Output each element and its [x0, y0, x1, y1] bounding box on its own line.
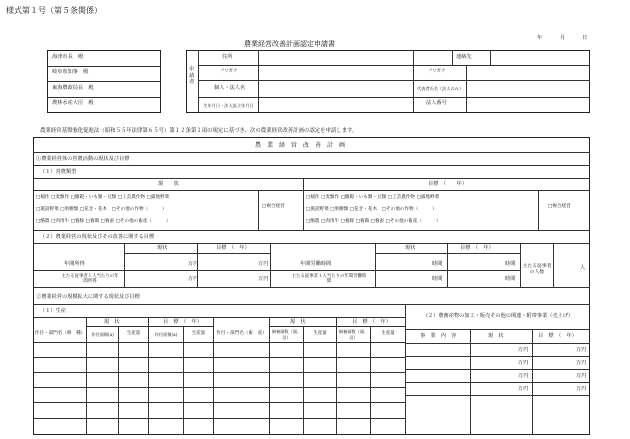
cur-types-row2: □施設野菜 □果樹類 □花き・花木 □その他の作物（ ） [36, 207, 167, 212]
rep-name-label: 代表者氏名（法人のみ） [416, 86, 464, 92]
live-tgt-head: 目 標 （ 年） [352, 319, 391, 325]
plan-title: 農 業 経 営 改 善 計 画 [255, 142, 346, 149]
income-tgt-unit: 万円 [258, 261, 269, 267]
corp-no-label: 法人番号 [426, 100, 447, 106]
live-cur-head: 現 状 [290, 319, 306, 325]
biz-cur-unit-4: 万円 [518, 386, 529, 392]
tgt-mixed: □複合経営 [548, 204, 571, 209]
applicant-label: 申請者 [188, 66, 195, 85]
income-per-cur-unit: 万円 [188, 276, 199, 282]
recipient-governor: 岐阜県知事 殿 [52, 69, 89, 75]
heads-cur-head: 飼養頭数（頭、羽） [271, 329, 302, 340]
main-workers-unit: 人 [580, 265, 586, 271]
prod-cur-head: 現 状 [104, 319, 120, 325]
s1-current-head: 現 状 [158, 181, 179, 187]
section1-heading: ①農業経営体の営農活動の現状及び目標 [36, 156, 130, 162]
cur-mixed: □複合経営 [262, 204, 285, 209]
recipient-minister: 農林水産大臣 殿 [52, 100, 94, 106]
income-per-label: 主たる従事者１人当たりの年間所得 [61, 273, 119, 284]
date-month: 月 [560, 35, 566, 41]
section1-1-heading: （１）営農類型 [40, 169, 77, 175]
s1-target-head: 目標 （ 年） [428, 181, 467, 187]
contact-label: 連絡先 [456, 54, 472, 60]
furigana-label-rep: フリガナ [428, 69, 446, 74]
live-output-cur-head: 生産量 [313, 331, 327, 337]
income-cur-head: 現状 [157, 245, 168, 251]
biz-tgt-head: 目 標 （ 年） [538, 333, 577, 339]
related-business-heading: （２）農畜産物の加工・販売その他の関連・附帯事業（売上げ） [422, 312, 574, 319]
tgt-types-row3: □酪農 □肉用牛 □養豚 □養鶏 □養蚕 □その他の畜産（ ） [306, 219, 441, 224]
form-title: 農業経営改善計画認定申請書 [244, 40, 335, 48]
date-year: 年 [537, 35, 543, 41]
income-per-tgt-unit: 万円 [258, 276, 269, 282]
biz-cur-unit-2: 万円 [518, 360, 529, 366]
section2-heading: ②農業経営の規模拡大に関する現状及び目標 [36, 294, 140, 300]
area-cur-head: 作付面積(a) [91, 331, 114, 337]
biz-cur-unit-3: 万円 [518, 373, 529, 379]
live-output-tgt-head: 生産量 [381, 331, 395, 337]
income-cur-unit: 万円 [188, 261, 199, 267]
heads-tgt-head: 飼養頭数（頭、羽） [338, 329, 369, 340]
plan-table [33, 137, 590, 435]
annual-income-label: 年間所得 [64, 261, 85, 267]
section1-2-heading: （２）農業経営の現状及びその改善に関する目標 [40, 234, 155, 240]
biz-tgt-unit-1: 万円 [576, 347, 587, 353]
biz-cur-unit-1: 万円 [518, 347, 529, 353]
biz-content-head: 事 業 内 容 [420, 333, 457, 339]
prod-tgt-head: 目 標 （ 年） [163, 319, 202, 325]
biz-tgt-unit-3: 万円 [576, 373, 587, 379]
labor-cur-head: 現状 [405, 245, 416, 251]
labor-tgt-head: 目標 （ 年） [460, 245, 494, 251]
cur-types-row1: □稲作 □麦類作 □雑穀・いも類・豆類 □工芸農作物 □露地野菜 [36, 195, 170, 200]
income-tgt-head: 目標 （ 年） [216, 245, 250, 251]
recipient-mayor: 海津市長 殿 [52, 54, 84, 60]
recipient-bureau: 東海農政局長 殿 [52, 85, 94, 91]
output-cur-head: 生産量 [126, 331, 141, 337]
area-tgt-head: 作付面積(a) [154, 331, 178, 337]
production-heading: （１）生産 [40, 308, 66, 314]
main-workers-label: 主たる従事者の人数 [522, 264, 552, 275]
biz-cur-head: 現 状 [488, 333, 504, 339]
biz-tgt-unit-4: 万円 [576, 386, 587, 392]
labor-cur-unit: 時間 [432, 261, 443, 267]
intro-text: 農業経営基盤強化促進法（昭和５５年法律第６５号）第１２条第１項の規定に基づき、次の農業経営改善計画の認定を申請します。 [40, 128, 358, 134]
form-number: 様式第１号（第５条関係） [6, 6, 102, 15]
labor-per-tgt-unit: 時間 [505, 276, 516, 282]
labor-per-label: 主たる従事者１人当たりの年間労働時間 [291, 273, 367, 284]
biz-tgt-unit-2: 万円 [576, 360, 587, 366]
crop-name-head: 作目・部門名（耕 種） [34, 331, 86, 337]
address-label: 住所 [222, 54, 233, 60]
birth-label: 生年月日・法人設立年月日 [203, 102, 254, 108]
output-tgt-head: 生産量 [191, 331, 206, 337]
tgt-types-row2: □施設野菜 □果樹類 □花き・花木 □その他の作物（ ） [306, 207, 437, 212]
labor-per-cur-unit: 時間 [432, 276, 443, 282]
furigana-label: フリガナ [220, 69, 238, 74]
name-label: 個人・法人名 [214, 85, 246, 91]
date-day: 日 [582, 35, 588, 41]
livestock-name-head: 作目・部門名（畜 産） [216, 331, 267, 337]
tgt-types-row1: □稲作 □麦類作 □雑穀・いも類・豆類 □工芸農作物 □露地野菜 [306, 195, 440, 200]
labor-time-label: 年間労働時間 [300, 261, 332, 267]
cur-types-row3: □酪農 □肉用牛 □養豚 □養鶏 □養蚕 □その他の畜産（ ） [36, 219, 171, 224]
labor-tgt-unit: 時間 [505, 261, 516, 267]
